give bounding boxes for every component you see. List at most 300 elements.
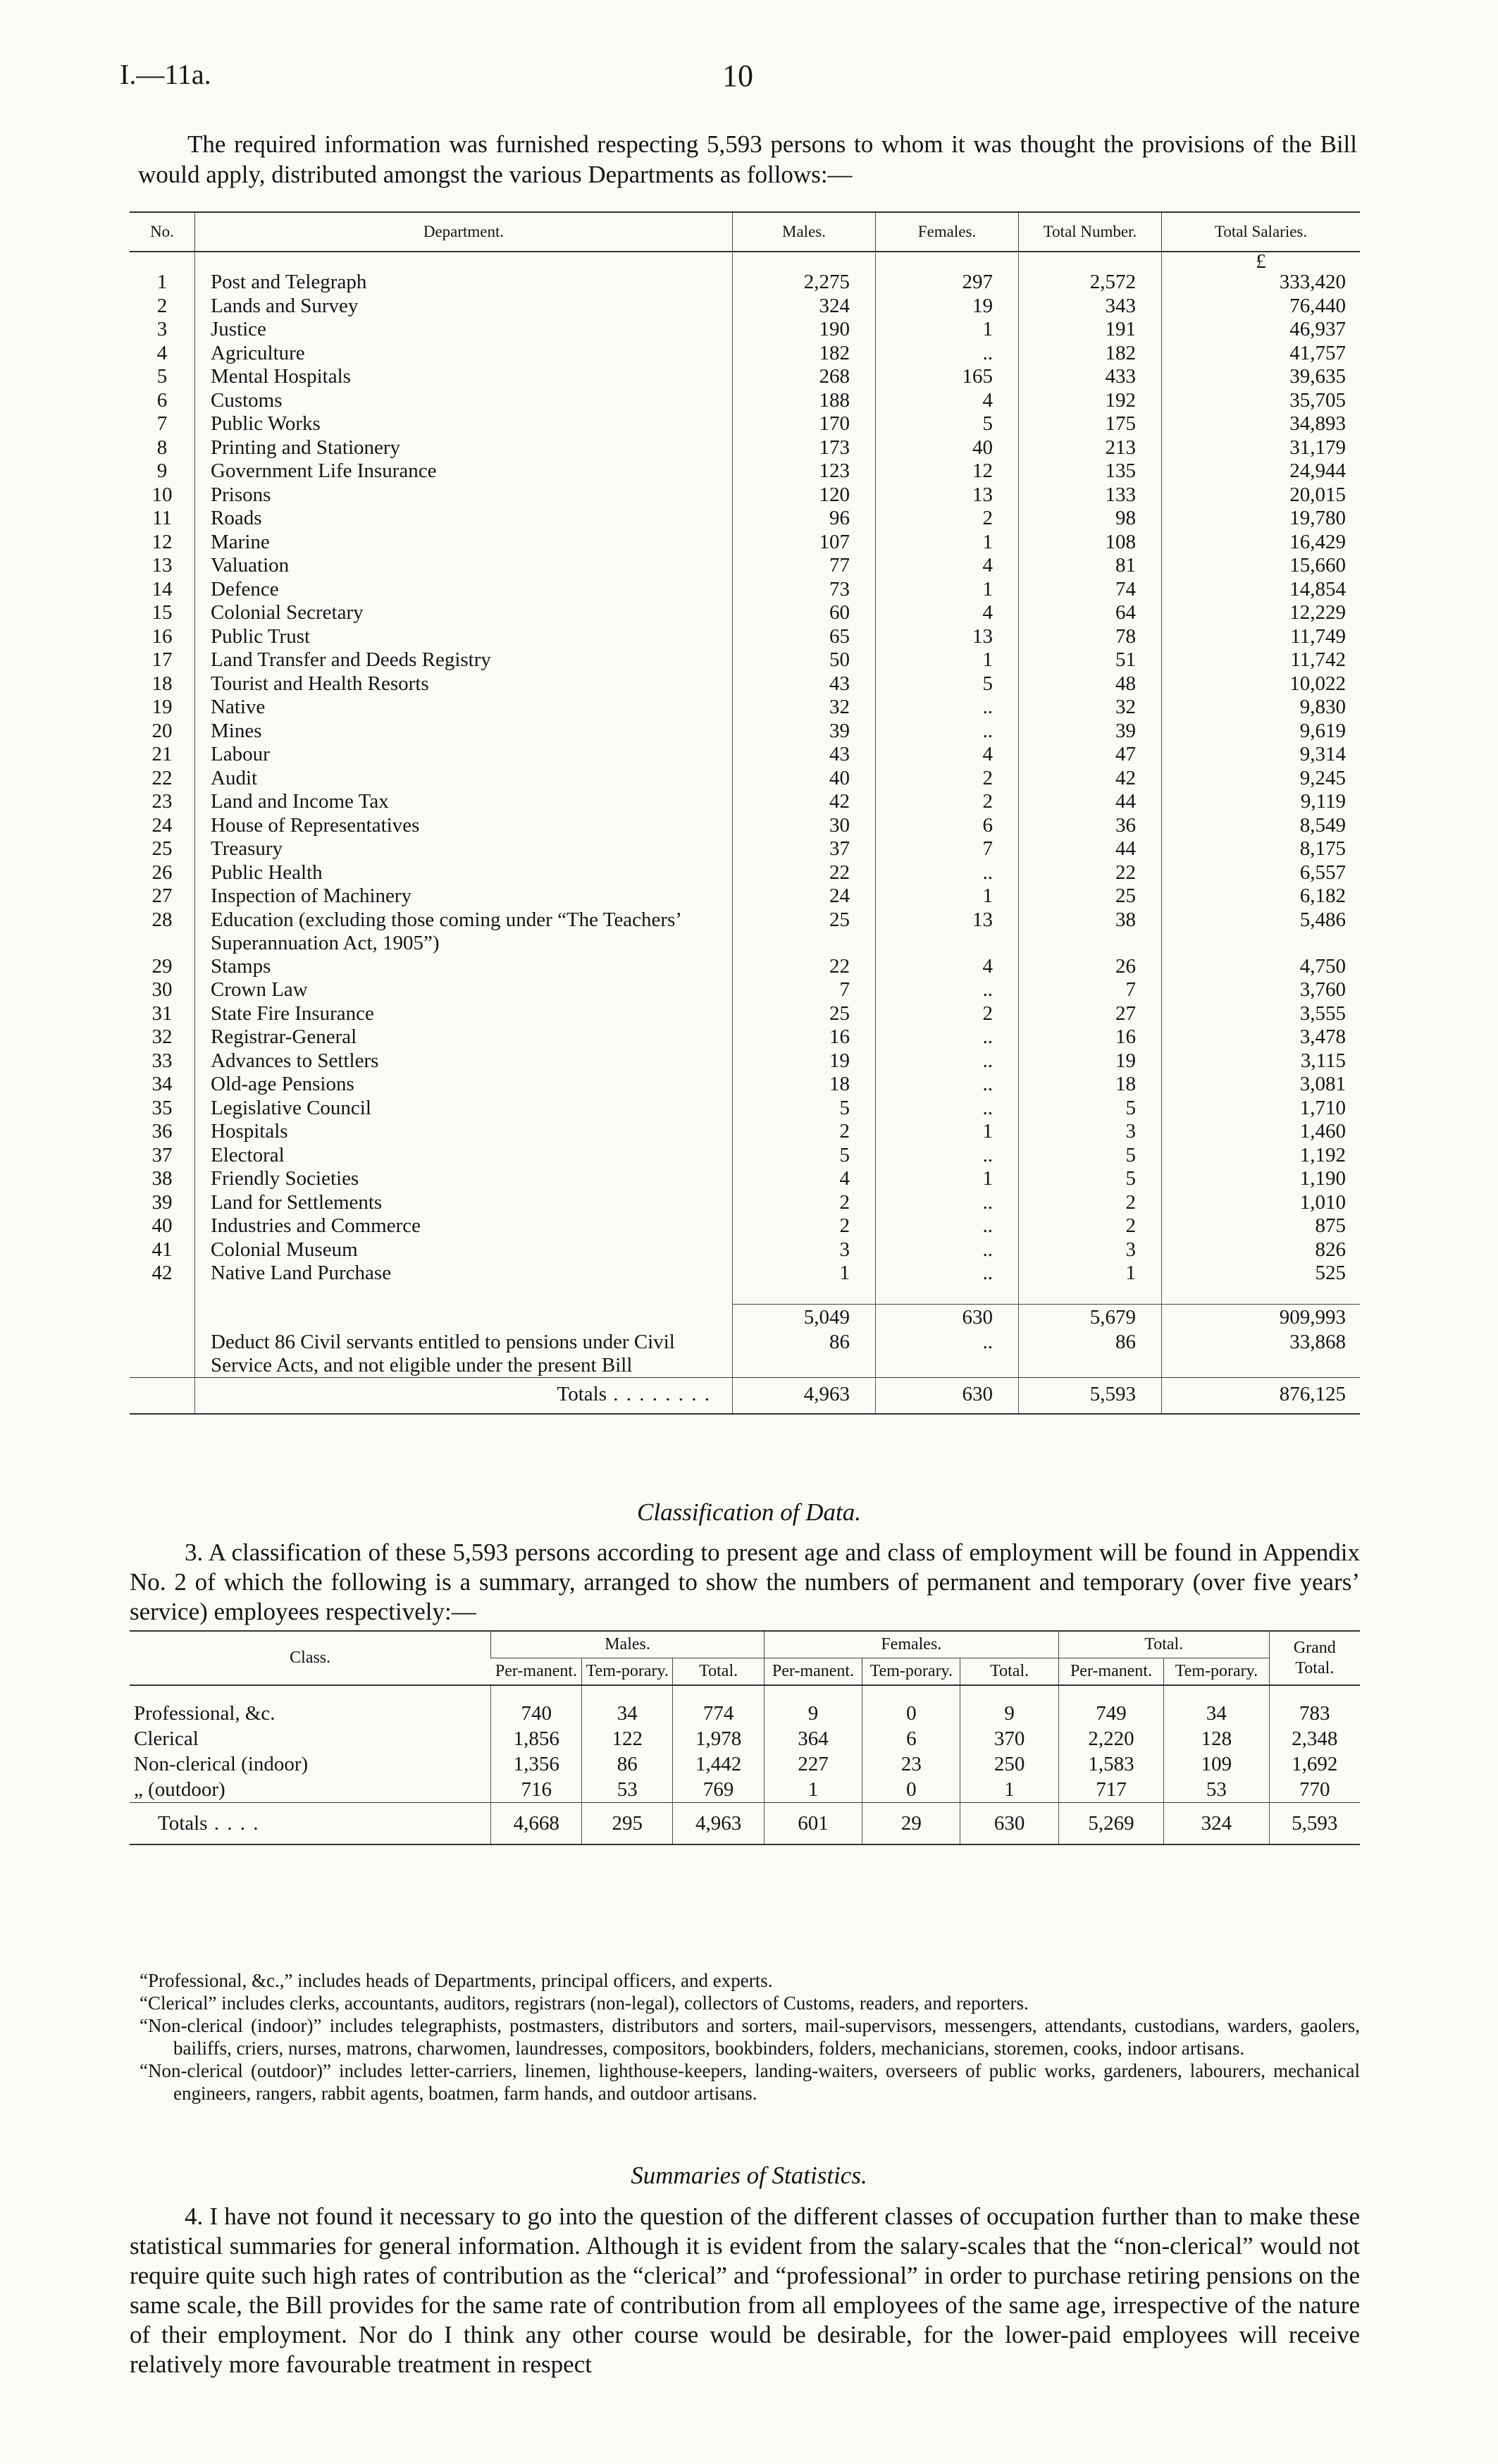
- department-name: Inspection of Machinery: [195, 885, 733, 908]
- total-number: 26: [1019, 955, 1162, 979]
- row-number: 16: [151, 624, 173, 648]
- department-name: House of Representatives: [195, 814, 733, 838]
- class-cell-grand: 783: [1269, 1685, 1360, 1726]
- col-class: Class.: [130, 1631, 491, 1685]
- females-count: ..: [876, 1025, 1019, 1049]
- males-count: 50: [733, 648, 876, 672]
- class-cell-cls: Clerical: [134, 1727, 199, 1750]
- females-count: 2: [876, 1002, 1019, 1026]
- note-item: “Non-clerical (outdoor)” includes letter-carriers, linemen, lighthouse-keepers, landing-waiters, overseers of public works, gardeners, labourers, mechanical engineers, rangers, rabbit agents, boatmen, farm hands, and outdoor artisans.: [140, 2060, 1360, 2104]
- department-name: Public Works: [195, 412, 733, 436]
- class-cell-m-temp: 34: [582, 1685, 673, 1726]
- totals-label: Totals: [557, 1382, 607, 1405]
- row-number: 5: [156, 365, 168, 388]
- row-number: 26: [151, 861, 173, 884]
- class-cell-f-temp: 6: [862, 1726, 960, 1751]
- females-count: ..: [876, 1144, 1019, 1168]
- table-row: [130, 601, 1360, 625]
- department-name: Mines: [195, 720, 733, 744]
- department-name: Public Health: [195, 861, 733, 885]
- class-cell-m-perm: 740: [491, 1685, 582, 1726]
- col-no: No.: [130, 212, 195, 252]
- total-salaries: 11,749: [1162, 625, 1361, 649]
- row-number: 27: [151, 885, 173, 907]
- males-count: 24: [733, 885, 876, 908]
- totals-row: Totals . . . . . . . . 4,963 630 5,593 876,125: [130, 1377, 1360, 1414]
- class-cell-grand: 1,692: [1269, 1751, 1360, 1777]
- females-count: 297: [876, 271, 1019, 295]
- total-salaries: 9,119: [1162, 790, 1361, 814]
- table-row: [130, 767, 1360, 791]
- total-number: 42: [1019, 767, 1162, 791]
- page-number: 10: [722, 58, 753, 93]
- ctot-m-temp: 295: [582, 1803, 673, 1845]
- total-salaries: 35,705: [1162, 389, 1361, 413]
- row-number: 40: [151, 1214, 173, 1237]
- females-count: ..: [876, 342, 1019, 366]
- males-count: 268: [733, 365, 876, 389]
- m-temporary: Tem-porary.: [582, 1658, 673, 1686]
- table-row: [130, 412, 1360, 436]
- deduct-label: Deduct 86 Civil servants entitled to pensions under Civil Service Acts, and not eligible under the present Bill: [195, 1331, 733, 1378]
- class-cell-m-total: 774: [673, 1685, 764, 1726]
- total-salaries: 525: [1162, 1262, 1361, 1286]
- classification-notes: [130, 1969, 1360, 2105]
- females-count: 4: [876, 389, 1019, 413]
- row-number: 36: [151, 1120, 173, 1142]
- total-salaries: 46,937: [1162, 318, 1361, 342]
- total-salaries: 1,010: [1162, 1191, 1361, 1215]
- row-number: 32: [151, 1025, 173, 1048]
- row-number: 39: [151, 1190, 173, 1214]
- total-number: 38: [1019, 908, 1162, 955]
- ctot-t-perm: 5,269: [1058, 1803, 1163, 1845]
- females-count: 1: [876, 885, 1019, 908]
- males-count: 65: [733, 625, 876, 649]
- table-row: [130, 1167, 1360, 1191]
- row-number: 23: [151, 790, 173, 813]
- males-count: 188: [733, 389, 876, 413]
- males-count: 4: [733, 1167, 876, 1191]
- department-name: Land for Settlements: [195, 1191, 733, 1215]
- females-count: 5: [876, 672, 1019, 696]
- table-row: [130, 696, 1360, 720]
- males-count: 25: [733, 908, 876, 955]
- total-number: 51: [1019, 648, 1162, 672]
- totals-total: 5,593: [1019, 1377, 1162, 1414]
- table-row: [130, 1726, 1360, 1751]
- total-number: 1: [1019, 1262, 1162, 1286]
- total-salaries: 10,022: [1162, 672, 1361, 696]
- total-number: 182: [1019, 342, 1162, 366]
- class-cell-f-perm: 364: [764, 1726, 862, 1751]
- males-count: 324: [733, 295, 876, 319]
- note-item: “Clerical” includes clerks, accountants, auditors, registrars (non-legal), collectors of Customs, readers, and reporters.: [140, 1992, 1029, 2014]
- class-cell-cls: „ (outdoor): [134, 1778, 225, 1801]
- department-name: Education (excluding those coming under “The Teachers’ Superannuation Act, 1905”): [195, 908, 733, 955]
- class-cell-t-perm: 749: [1058, 1685, 1163, 1726]
- table-row: [130, 648, 1360, 672]
- department-name: Hospitals: [195, 1120, 733, 1144]
- deduct-males: 86: [733, 1331, 876, 1378]
- females-count: ..: [876, 1262, 1019, 1286]
- group-total: Total.: [1058, 1631, 1269, 1658]
- department-name: Agriculture: [195, 342, 733, 366]
- females-count: 13: [876, 625, 1019, 649]
- table-row: [130, 295, 1360, 319]
- row-number: 14: [151, 577, 173, 600]
- row-number: 8: [156, 436, 168, 459]
- males-count: 190: [733, 318, 876, 342]
- total-number: 47: [1019, 743, 1162, 767]
- total-number: 44: [1019, 790, 1162, 814]
- col-grand-total: Grand Total.: [1269, 1631, 1360, 1685]
- classification-totals-row: Totals . . . . 4,668 295 4,963 601 29 630 5,269 324 5,593: [130, 1803, 1360, 1845]
- males-count: 5: [733, 1144, 876, 1168]
- department-table: [130, 211, 1360, 1415]
- total-salaries: 1,190: [1162, 1167, 1361, 1191]
- paragraph-3: 3. A classification of these 5,593 persons according to present age and class of employment will be found in Appendix No. 2 of which the following is a summary, arranged to show the numbers of permanent and temporary (over five years’ service) employees respectively:—: [130, 1539, 1360, 1625]
- class-cell-f-total: 1: [960, 1777, 1058, 1803]
- males-count: 43: [733, 743, 876, 767]
- table-row: [130, 978, 1360, 1002]
- total-salaries: 1,192: [1162, 1144, 1361, 1168]
- class-cell-f-perm: 1: [764, 1777, 862, 1803]
- table-row: [130, 720, 1360, 744]
- department-name: Post and Telegraph: [195, 271, 733, 295]
- total-salaries: 3,081: [1162, 1073, 1361, 1097]
- table-row: [130, 271, 1360, 295]
- total-salaries: 14,854: [1162, 578, 1361, 602]
- total-salaries: 8,549: [1162, 814, 1361, 838]
- table-row: [130, 578, 1360, 602]
- row-number: 38: [151, 1167, 173, 1190]
- females-count: ..: [876, 1214, 1019, 1238]
- row-number: 13: [151, 554, 173, 577]
- intro-paragraph: The required information was furnished respecting 5,593 persons to whom it was thought the provisions of the Bill would apply, distributed amongst the various Departments as follows:—: [138, 130, 1357, 188]
- department-name: Tourist and Health Resorts: [195, 672, 733, 696]
- total-number: 32: [1019, 696, 1162, 720]
- class-cell-f-total: 9: [960, 1685, 1058, 1726]
- total-number: 27: [1019, 1002, 1162, 1026]
- males-count: 173: [733, 436, 876, 460]
- males-count: 42: [733, 790, 876, 814]
- row-number: 2: [156, 294, 168, 317]
- total-salaries: 34,893: [1162, 412, 1361, 436]
- classification-table-body: [130, 1685, 1360, 1803]
- males-count: 25: [733, 1002, 876, 1026]
- females-count: ..: [876, 978, 1019, 1002]
- females-count: 1: [876, 578, 1019, 602]
- total-number: 192: [1019, 389, 1162, 413]
- department-name: Advances to Settlers: [195, 1049, 733, 1073]
- table-row: [130, 1777, 1360, 1803]
- total-number: 36: [1019, 814, 1162, 838]
- classification-heading: Classification of Data.: [637, 1498, 861, 1526]
- table-row: [130, 1073, 1360, 1097]
- table-row: [130, 1002, 1360, 1026]
- males-count: 5: [733, 1097, 876, 1121]
- deduct-total: 86: [1019, 1331, 1162, 1378]
- row-number: 42: [151, 1262, 173, 1284]
- table-row: [130, 861, 1360, 885]
- females-count: 1: [876, 648, 1019, 672]
- group-females: Females.: [764, 1631, 1058, 1658]
- males-count: 7: [733, 978, 876, 1002]
- class-cell-f-total: 370: [960, 1726, 1058, 1751]
- class-cell-cls: Professional, &c.: [134, 1702, 276, 1725]
- class-cell-m-total: 1,442: [673, 1751, 764, 1777]
- males-count: 43: [733, 672, 876, 696]
- total-number: 19: [1019, 1049, 1162, 1073]
- row-number: 1: [156, 271, 168, 293]
- subtotal-total: 5,679: [1019, 1304, 1162, 1331]
- class-cell-t-temp: 109: [1164, 1751, 1269, 1777]
- total-number: 5: [1019, 1144, 1162, 1168]
- total-salaries: 3,760: [1162, 978, 1361, 1002]
- females-count: 2: [876, 767, 1019, 791]
- table-row: [130, 625, 1360, 649]
- col-department: Department.: [195, 212, 733, 252]
- table-row: [130, 483, 1360, 507]
- ctot-m-perm: 4,668: [491, 1803, 582, 1845]
- males-count: 37: [733, 837, 876, 861]
- deduct-row: [130, 1331, 1360, 1378]
- females-count: ..: [876, 861, 1019, 885]
- males-count: 19: [733, 1049, 876, 1073]
- class-cell-m-perm: 1,856: [491, 1726, 582, 1751]
- table-row: [130, 837, 1360, 861]
- males-count: 32: [733, 696, 876, 720]
- department-name: Audit: [195, 767, 733, 791]
- f-temporary: Tem-porary.: [862, 1658, 960, 1686]
- department-name: Friendly Societies: [195, 1167, 733, 1191]
- total-salaries: 8,175: [1162, 837, 1361, 861]
- table-row: [130, 507, 1360, 531]
- class-cell-t-temp: 128: [1164, 1726, 1269, 1751]
- row-number: 10: [151, 483, 173, 506]
- males-count: 1: [733, 1262, 876, 1286]
- t-permanent: Per-manent.: [1058, 1658, 1163, 1686]
- department-name: Old-age Pensions: [195, 1073, 733, 1097]
- total-number: 2,572: [1019, 271, 1162, 295]
- department-name: Treasury: [195, 837, 733, 861]
- females-count: 5: [876, 412, 1019, 436]
- table-row: [130, 743, 1360, 767]
- class-cell-m-total: 769: [673, 1777, 764, 1803]
- department-name: Prisons: [195, 483, 733, 507]
- females-count: 1: [876, 318, 1019, 342]
- row-number: 37: [151, 1143, 173, 1166]
- col-females: Females.: [876, 212, 1019, 252]
- total-number: 16: [1019, 1025, 1162, 1049]
- page-header: [120, 58, 1374, 100]
- department-name: Marine: [195, 531, 733, 555]
- subtotal-males: 5,049: [733, 1304, 876, 1331]
- department-table-body: [130, 252, 1360, 1286]
- females-count: 13: [876, 908, 1019, 955]
- total-number: 343: [1019, 295, 1162, 319]
- total-number: 2: [1019, 1191, 1162, 1215]
- row-number: 31: [151, 1002, 173, 1025]
- total-salaries: 875: [1162, 1214, 1361, 1238]
- total-salaries: 12,229: [1162, 601, 1361, 625]
- total-salaries: 11,742: [1162, 648, 1361, 672]
- females-count: 6: [876, 814, 1019, 838]
- class-cell-m-total: 1,978: [673, 1726, 764, 1751]
- col-total-number: Total Number.: [1019, 212, 1162, 252]
- department-name: Stamps: [195, 955, 733, 979]
- total-salaries: 3,115: [1162, 1049, 1361, 1073]
- summaries-heading: Summaries of Statistics.: [631, 2162, 867, 2189]
- table-row: [130, 1262, 1360, 1286]
- department-name: Government Life Insurance: [195, 460, 733, 483]
- total-salaries: 39,635: [1162, 365, 1361, 389]
- class-cell-t-temp: 34: [1164, 1685, 1269, 1726]
- t-temporary: Tem-porary.: [1164, 1658, 1269, 1686]
- col-total-salaries: Total Salaries.: [1162, 212, 1361, 252]
- total-number: 135: [1019, 460, 1162, 483]
- ctot-m-total: 4,963: [673, 1803, 764, 1845]
- subtotal-females: 630: [876, 1304, 1019, 1331]
- group-males: Males.: [491, 1631, 764, 1658]
- subtotal-salaries: 909,993: [1162, 1304, 1361, 1331]
- row-number: 24: [151, 813, 173, 837]
- department-name: State Fire Insurance: [195, 1002, 733, 1026]
- department-name: Colonial Museum: [195, 1238, 733, 1262]
- total-number: 44: [1019, 837, 1162, 861]
- row-number: 35: [151, 1096, 173, 1119]
- females-count: ..: [876, 1238, 1019, 1262]
- total-salaries: 3,478: [1162, 1025, 1361, 1049]
- class-cell-m-perm: 716: [491, 1777, 582, 1803]
- department-name: Land and Income Tax: [195, 790, 733, 814]
- ctot-grand: 5,593: [1269, 1803, 1360, 1845]
- row-number: 9: [156, 460, 168, 482]
- total-salaries: 31,179: [1162, 436, 1361, 460]
- class-cell-f-total: 250: [960, 1751, 1058, 1777]
- class-cell-m-perm: 1,356: [491, 1751, 582, 1777]
- table-row: [130, 1144, 1360, 1168]
- class-cell-grand: 2,348: [1269, 1726, 1360, 1751]
- row-number: 7: [156, 412, 168, 435]
- note-item: “Non-clerical (indoor)” includes telegraphists, postmasters, distributors and sorters, mail-supervisors, messengers, attendants, custodians, warders, gaolers, bailiffs, criers, nurses, matrons, charwomen, laundresses, compositors, bookbinders, folders, mechanicians, storemen, cooks, indoor artisans.: [140, 2015, 1360, 2059]
- table-row: [130, 1049, 1360, 1073]
- total-number: 3: [1019, 1238, 1162, 1262]
- deduct-salaries: 33,868: [1162, 1331, 1361, 1378]
- total-number: 175: [1019, 412, 1162, 436]
- row-number: 25: [151, 837, 173, 860]
- row-number: 22: [151, 766, 173, 789]
- department-table-header: [130, 212, 1360, 252]
- table-row: [130, 554, 1360, 578]
- total-salaries: 24,944: [1162, 460, 1361, 483]
- males-count: 2,275: [733, 271, 876, 295]
- females-count: ..: [876, 720, 1019, 744]
- total-number: 191: [1019, 318, 1162, 342]
- class-cell-t-perm: 1,583: [1058, 1751, 1163, 1777]
- total-salaries: 3,555: [1162, 1002, 1361, 1026]
- males-count: 40: [733, 767, 876, 791]
- table-row: [130, 908, 1360, 955]
- males-count: 16: [733, 1025, 876, 1049]
- total-salaries: 333,420: [1162, 271, 1361, 295]
- class-cell-m-temp: 53: [582, 1777, 673, 1803]
- total-number: 74: [1019, 578, 1162, 602]
- table-row: [130, 1025, 1360, 1049]
- department-name: Labour: [195, 743, 733, 767]
- table-row: [130, 885, 1360, 908]
- table-row: [130, 955, 1360, 979]
- total-number: 213: [1019, 436, 1162, 460]
- m-total: Total.: [673, 1658, 764, 1686]
- females-count: 165: [876, 365, 1019, 389]
- table-row: [130, 531, 1360, 555]
- table-row: [130, 1238, 1360, 1262]
- total-number: 64: [1019, 601, 1162, 625]
- department-name: Legislative Council: [195, 1097, 733, 1121]
- row-number: 41: [151, 1238, 173, 1261]
- row-number: 6: [156, 388, 168, 412]
- row-number: 17: [151, 648, 173, 671]
- class-cell-m-temp: 86: [582, 1751, 673, 1777]
- total-number: 48: [1019, 672, 1162, 696]
- f-total: Total.: [960, 1658, 1058, 1686]
- males-count: 120: [733, 483, 876, 507]
- table-row: [130, 1214, 1360, 1238]
- total-salaries: 15,660: [1162, 554, 1361, 578]
- class-cell-f-temp: 0: [862, 1777, 960, 1803]
- males-count: 2: [733, 1214, 876, 1238]
- total-salaries: 9,314: [1162, 743, 1361, 767]
- department-name: Mental Hospitals: [195, 365, 733, 389]
- females-count: 4: [876, 601, 1019, 625]
- females-count: 2: [876, 507, 1019, 531]
- row-number: 12: [151, 530, 173, 553]
- males-count: 3: [733, 1238, 876, 1262]
- total-salaries: 6,182: [1162, 885, 1361, 908]
- total-number: 133: [1019, 483, 1162, 507]
- males-count: 39: [733, 720, 876, 744]
- department-name: Electoral: [195, 1144, 733, 1168]
- total-number: 3: [1019, 1120, 1162, 1144]
- totals-salaries: 876,125: [1162, 1377, 1361, 1414]
- department-name: Printing and Stationery: [195, 436, 733, 460]
- department-name: Colonial Secretary: [195, 601, 733, 625]
- table-row: [130, 365, 1360, 389]
- females-count: ..: [876, 1049, 1019, 1073]
- table-row: [130, 342, 1360, 366]
- class-cell-f-perm: 227: [764, 1751, 862, 1777]
- females-count: ..: [876, 696, 1019, 720]
- females-count: 19: [876, 295, 1019, 319]
- row-number: 28: [151, 908, 173, 931]
- total-number: 5: [1019, 1167, 1162, 1191]
- department-name: Land Transfer and Deeds Registry: [195, 648, 733, 672]
- females-count: 1: [876, 531, 1019, 555]
- f-permanent: Per-manent.: [764, 1658, 862, 1686]
- ctot-f-perm: 601: [764, 1803, 862, 1845]
- row-number: 19: [151, 696, 173, 718]
- males-count: 107: [733, 531, 876, 555]
- totals-males: 4,963: [733, 1377, 876, 1414]
- total-salaries: 41,757: [1162, 342, 1361, 366]
- table-row: [130, 1685, 1360, 1726]
- department-name: Native: [195, 696, 733, 720]
- department-name: Justice: [195, 318, 733, 342]
- subtotal-row: [130, 1304, 1360, 1331]
- females-count: 4: [876, 955, 1019, 979]
